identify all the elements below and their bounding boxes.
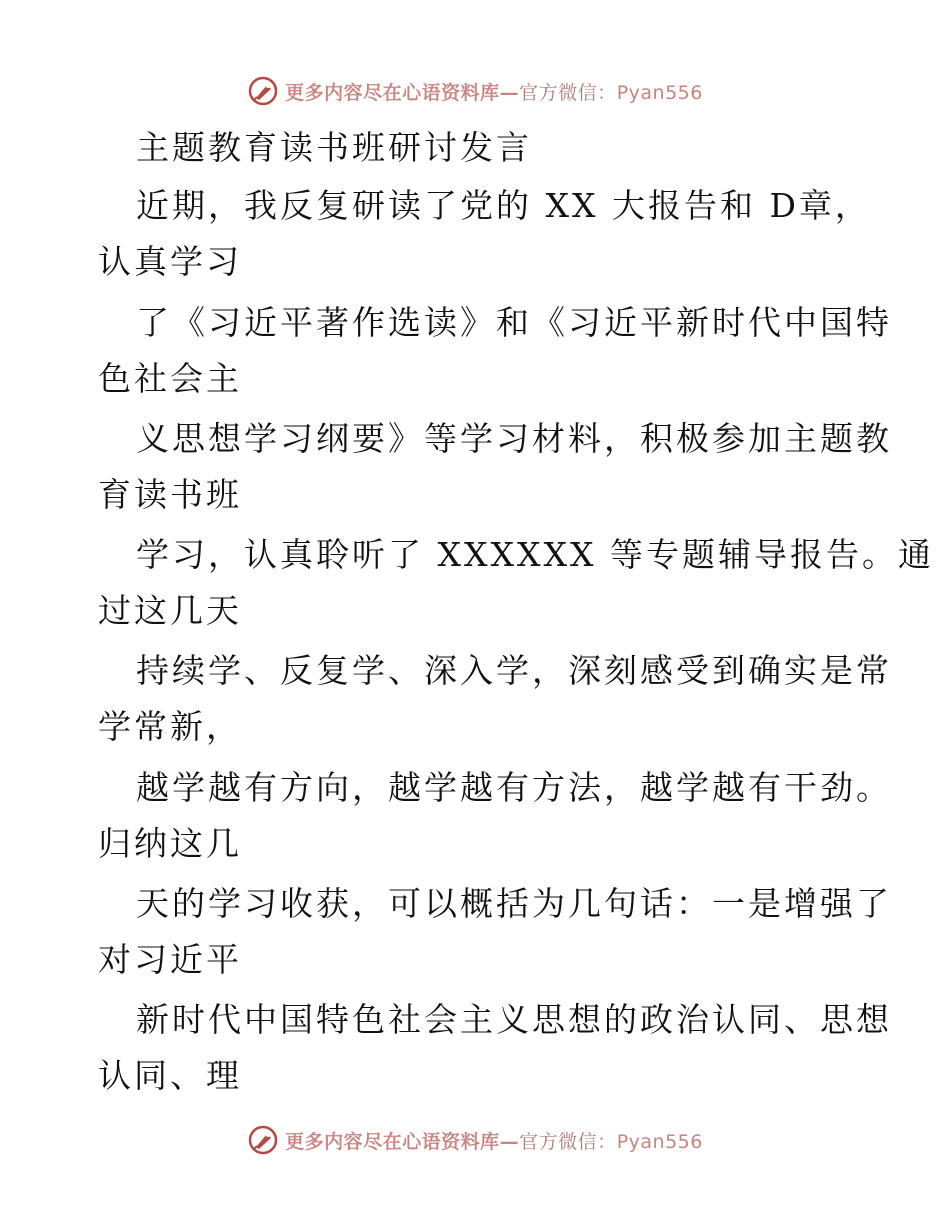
watermark-main: 更多内容尽在心语资料库 <box>285 81 500 104</box>
watermark-official-label: 官方微信： <box>519 1130 617 1153</box>
text-line: 了《习近平著作选读》和《习近平新时代中国特 <box>136 303 892 342</box>
text-line: 色社会主 <box>98 359 242 398</box>
text-line: 学习，认真聆听了 XXXXXX 等专题辅导报告。通 <box>136 535 934 574</box>
pen-nib-circle-icon <box>247 75 279 107</box>
footer-watermark-banner <box>0 1120 950 1160</box>
text-line: 过这几天 <box>98 591 242 630</box>
text-line: 天的学习收获，可以概括为几句话：一是增强了 <box>136 884 892 923</box>
text-line: 认同、理 <box>98 1056 242 1095</box>
text-line: 越学越有方向，越学越有方法，越学越有干劲。 <box>136 768 892 807</box>
text-line: 持续学、反复学、深入学，深刻感受到确实是常 <box>136 651 892 690</box>
watermark-dash: — <box>499 1130 520 1153</box>
watermark-official-label: 官方微信： <box>519 81 617 104</box>
document-title: 主题教育读书班研讨发言 <box>136 128 532 167</box>
text-line: 育读书班 <box>98 475 242 514</box>
watermark-main: 更多内容尽在心语资料库 <box>285 1130 500 1153</box>
watermark-text <box>285 78 703 105</box>
watermark-dash: — <box>499 81 520 104</box>
watermark-text <box>285 1127 703 1154</box>
watermark-handle: Pyan556 <box>616 1130 703 1153</box>
text-line: 认真学习 <box>98 242 242 281</box>
text-line: 学常新， <box>98 707 242 746</box>
text-line: 义思想学习纲要》等学习材料，积极参加主题教 <box>136 419 892 458</box>
pen-nib-circle-icon <box>247 1124 279 1156</box>
header-watermark-banner <box>0 71 950 111</box>
watermark-handle: Pyan556 <box>616 81 703 104</box>
text-line: 归纳这几 <box>98 824 242 863</box>
text-line: 近期，我反复研读了党的 XX 大报告和 D章， <box>136 186 871 225</box>
text-line: 新时代中国特色社会主义思想的政治认同、思想 <box>136 1000 892 1039</box>
text-line: 对习近平 <box>98 940 242 979</box>
